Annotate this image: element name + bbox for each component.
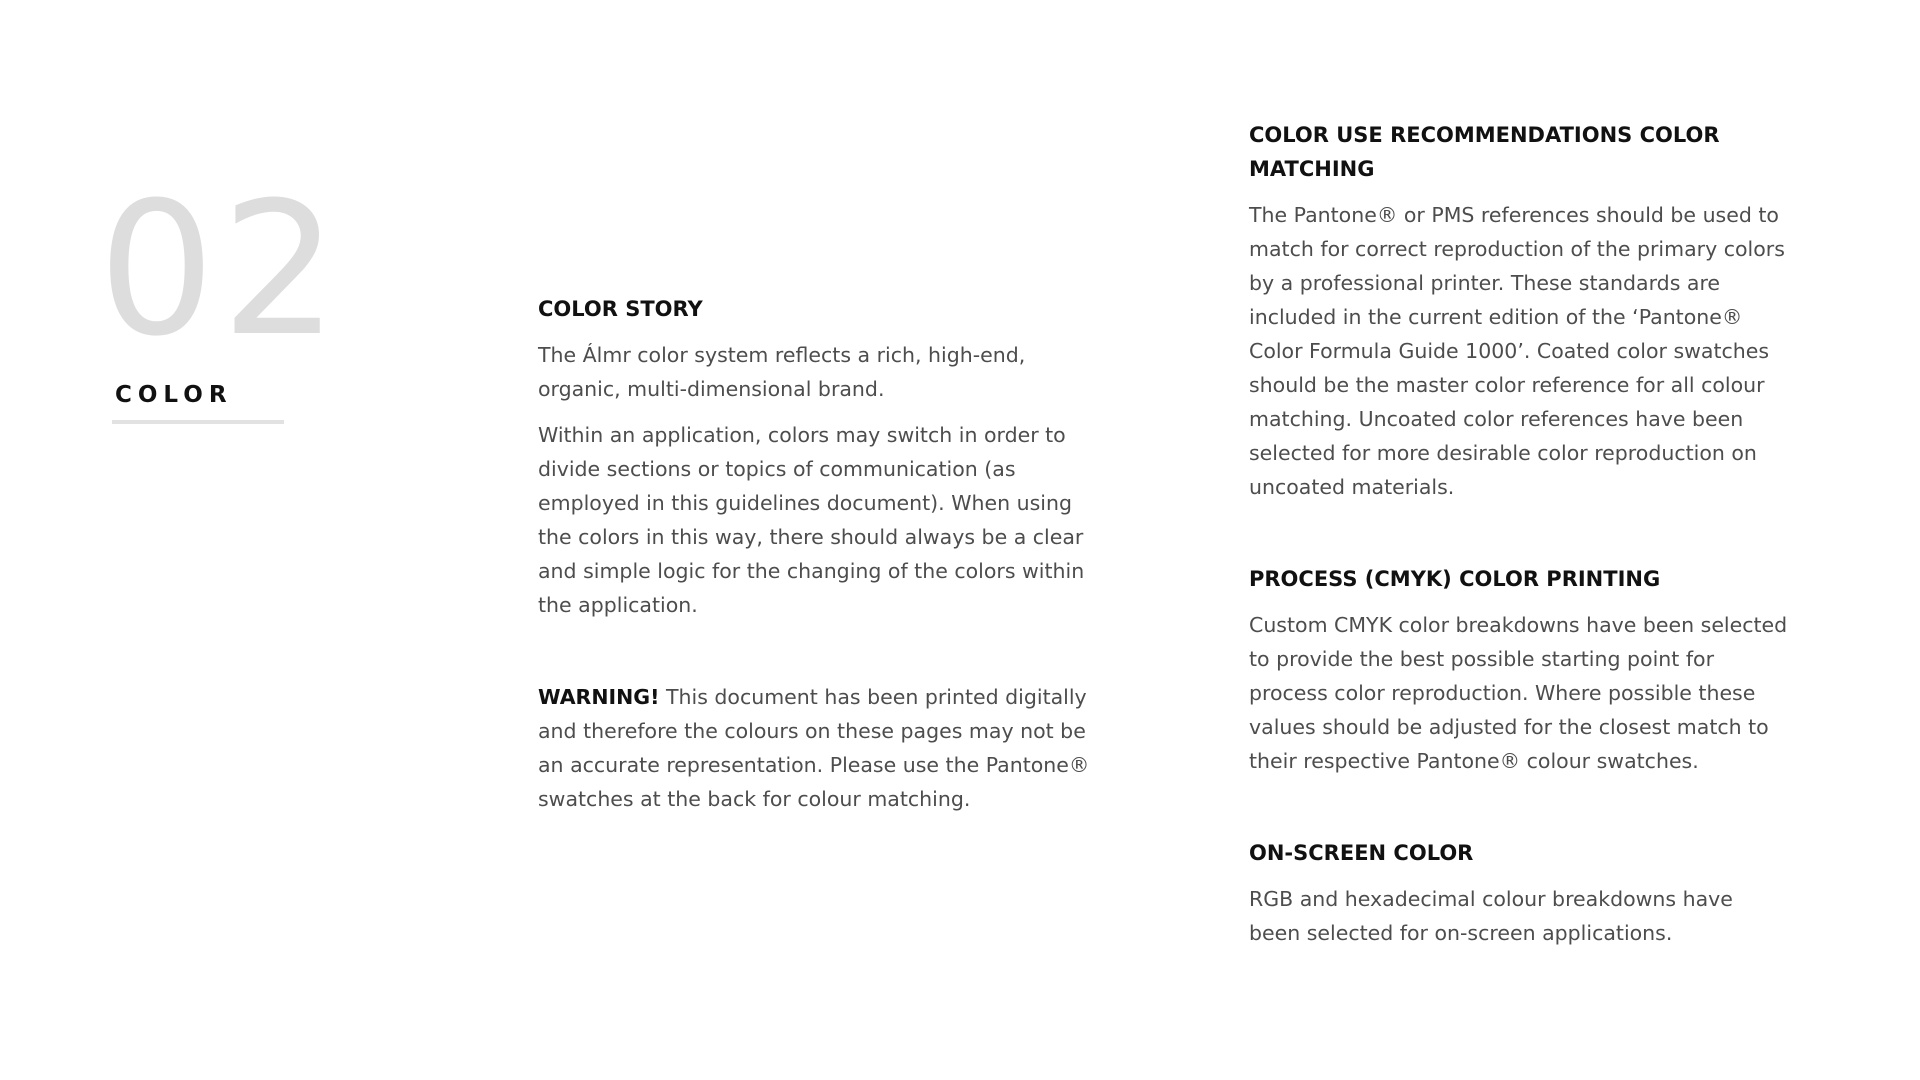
cmyk-printing-section: [1249, 562, 1789, 778]
on-screen-color-heading: ON-SCREEN COLOR: [1249, 841, 1474, 865]
cmyk-printing-paragraph: Custom CMYK color breakdowns have been selected to provide the best possible starting point for process color reproduction. Where possible these values should be adjusted for the closest match to their respective Pantone® colour swatches.: [1249, 613, 1788, 773]
on-screen-color-section: [1249, 836, 1789, 950]
on-screen-color-paragraph: RGB and hexadecimal colour breakdowns have been selected for on-screen applications.: [1249, 887, 1733, 945]
section-number: 02: [98, 163, 345, 377]
left-column: [538, 292, 1098, 828]
color-story-heading: COLOR STORY: [538, 297, 703, 321]
color-story-paragraph: Within an application, colors may switch in order to divide sections or topics of communication (as employed in this guidelines document). When using the colors in this way, there should always be a clear and simple logic for the changing of the colors within the application.: [538, 423, 1085, 617]
right-column: [1249, 118, 1789, 962]
color-matching-paragraph: The Pantone® or PMS references should be used to match for correct reproduction of the primary colors by a professional printer. These standards are included in the current edition of the ‘Pantone® Color Formula Guide 1000’. Coated color swatches should be the master color reference for all colour matching. Uncoated color references have been selected for more desirable color reproduction on uncoated materials.: [1249, 203, 1785, 499]
section-divider: [112, 420, 284, 424]
color-matching-section: [1249, 118, 1789, 504]
warning-paragraph: [538, 680, 1098, 816]
warning-label: WARNING!: [538, 685, 660, 709]
color-story-paragraph: The Álmr color system reflects a rich, high-end, organic, multi-dimensional brand.: [538, 343, 1026, 401]
cmyk-printing-heading: PROCESS (CMYK) COLOR PRINTING: [1249, 567, 1661, 591]
section-label: COLOR: [115, 382, 233, 408]
color-matching-heading: COLOR USE RECOMMENDATIONS COLOR MATCHING: [1249, 123, 1720, 181]
warning-text: This document has been printed digitally and therefore the colours on these pages may not be an accurate representation. Please use the Pantone® swatches at the back for colour matching.: [538, 685, 1090, 811]
